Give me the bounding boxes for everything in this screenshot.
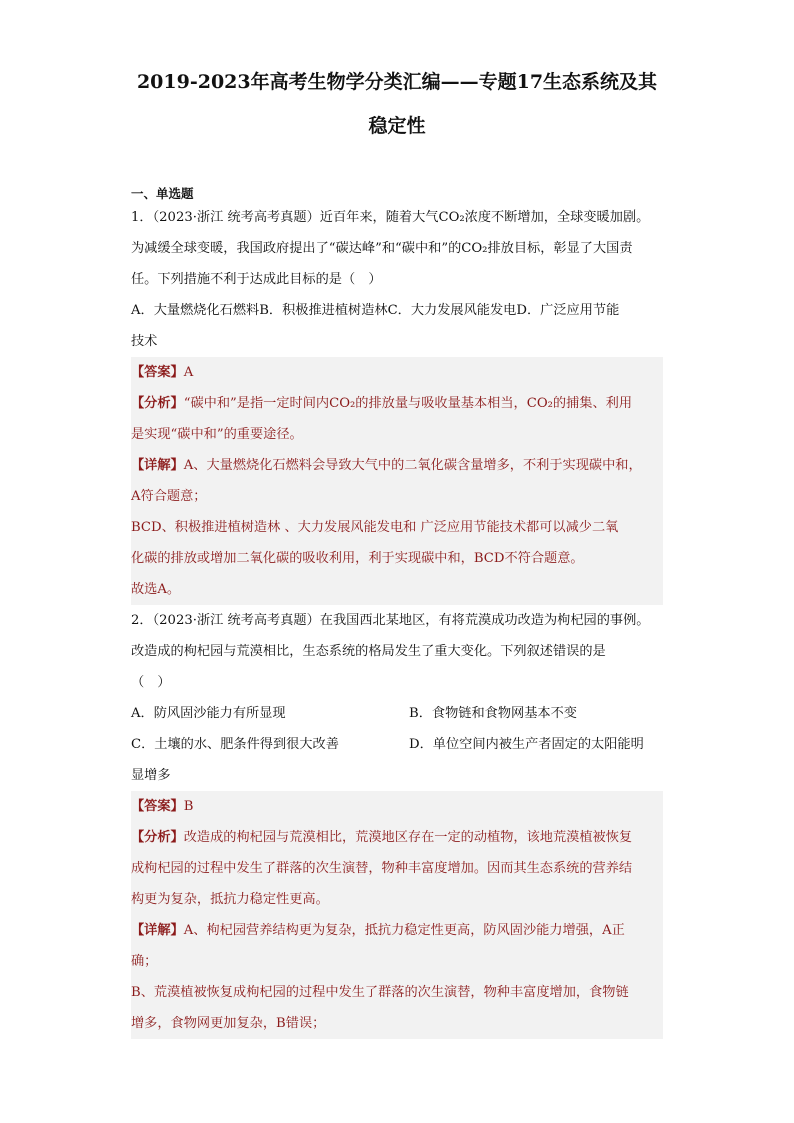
doc-title-line2: 稳定性 bbox=[368, 115, 426, 137]
q2-answer bbox=[131, 791, 663, 822]
q2-option-a: A．防风固沙能力有所显现 bbox=[131, 706, 286, 721]
question-2 bbox=[131, 605, 663, 1039]
q1-detail-line2: A符合题意； bbox=[131, 489, 207, 504]
q2-stem-line2: 改造成的枸杞园与荒漠相比，生态系统的格局发生了重大变化。下列叙述错误的是 bbox=[131, 644, 606, 659]
q2-answer-block bbox=[131, 791, 663, 1039]
q2-detail-line4: 增多，食物网更加复杂，B错误； bbox=[131, 1016, 326, 1031]
analysis-text: 改造成的枸杞园与荒漠相比，荒漠地区存在一定的动植物，该地荒漠植被恢复 bbox=[183, 830, 633, 845]
q2-stem-line3: （ ） bbox=[131, 675, 171, 690]
q1-detail-line4: 化碳的排放或增加二氧化碳的吸收利用，利于实现碳中和，BCD不符合题意。 bbox=[131, 551, 584, 566]
detail-text: A、大量燃烧化石燃料会导致大气中的二氧化碳含量增多，不利于实现碳中和， bbox=[183, 458, 642, 473]
q2-options-row1 bbox=[131, 698, 663, 729]
q2-option-d: D．单位空间内被生产者固定的太阳能明 bbox=[409, 737, 644, 752]
q1-options-line2: 技术 bbox=[131, 334, 158, 349]
q1-stem-line1: 1．（2023·浙江 统考高考真题）近百年来，随着大气CO₂浓度不断增加，全球变暖加剧。 bbox=[131, 210, 650, 225]
detail-text: A、枸杞园营养结构更为复杂，抵抗力稳定性更高，防风固沙能力增强，A正 bbox=[183, 923, 625, 938]
q1-stem-line3: 任。下列措施不利于达成此目标的是（ ） bbox=[131, 272, 382, 287]
answer-value: A bbox=[183, 365, 194, 380]
q2-option-b: B．食物链和食物网基本不变 bbox=[409, 706, 577, 721]
q2-analysis-line3: 构更为复杂，抵抗力稳定性更高。 bbox=[131, 892, 329, 907]
doc-title-line1: 2019-2023年高考生物学分类汇编——专题17生态系统及其 bbox=[136, 71, 658, 93]
document-page bbox=[131, 0, 663, 1039]
answer-tag: 【答案】 bbox=[131, 799, 184, 814]
analysis-tag: 【分析】 bbox=[131, 830, 184, 845]
q2-option-c: C．土壤的水、肥条件得到很大改善 bbox=[131, 737, 339, 752]
q1-analysis-line1 bbox=[131, 388, 663, 419]
detail-tag: 【详解】 bbox=[131, 923, 184, 938]
q1-detail-line5: 故选A。 bbox=[131, 582, 181, 597]
q2-detail-line1 bbox=[131, 915, 663, 946]
doc-title bbox=[131, 60, 663, 148]
answer-tag: 【答案】 bbox=[131, 365, 184, 380]
q2-stem-line1: 2．（2023·浙江 统考高考真题）在我国西北某地区，有将荒漠成功改造为枸杞园的事例。 bbox=[131, 613, 650, 628]
q2-detail-line3: B、荒漠植被恢复成枸杞园的过程中发生了群落的次生演替，物种丰富度增加，食物链 bbox=[131, 985, 629, 1000]
question-1 bbox=[131, 202, 663, 605]
section-heading: 一、单选题 bbox=[131, 186, 194, 201]
answer-value: B bbox=[183, 799, 194, 814]
analysis-text: “碳中和”是指一定时间内CO₂的排放量与吸收量基本相当，CO₂的捕集、利用 bbox=[183, 396, 633, 411]
q1-detail-line3: BCD、积极推进植树造林 、大力发展风能发电和 广泛应用节能技术都可以减少二氧 bbox=[131, 520, 619, 535]
q2-options-row2 bbox=[131, 729, 663, 760]
q1-answer-block bbox=[131, 357, 663, 605]
q1-options-line1: A．大量燃烧化石燃料B．积极推进植树造林C．大力发展风能发电D．广泛应用节能 bbox=[131, 303, 620, 318]
q1-answer bbox=[131, 357, 663, 388]
q1-analysis-line2: 是实现“碳中和”的重要途径。 bbox=[131, 427, 303, 442]
q1-stem-line2: 为减缓全球变暖，我国政府提出了“碳达峰”和“碳中和”的CO₂排放目标，彰显了大国责 bbox=[131, 241, 633, 256]
q2-detail-line2: 确； bbox=[131, 954, 158, 969]
q1-detail-line1 bbox=[131, 450, 663, 481]
q2-analysis-line1 bbox=[131, 822, 663, 853]
analysis-tag: 【分析】 bbox=[131, 396, 184, 411]
q2-option-d-cont: 显增多 bbox=[131, 768, 171, 783]
q2-analysis-line2: 成枸杞园的过程中发生了群落的次生演替，物种丰富度增加。因而其生态系统的营养结 bbox=[131, 861, 633, 876]
detail-tag: 【详解】 bbox=[131, 458, 184, 473]
